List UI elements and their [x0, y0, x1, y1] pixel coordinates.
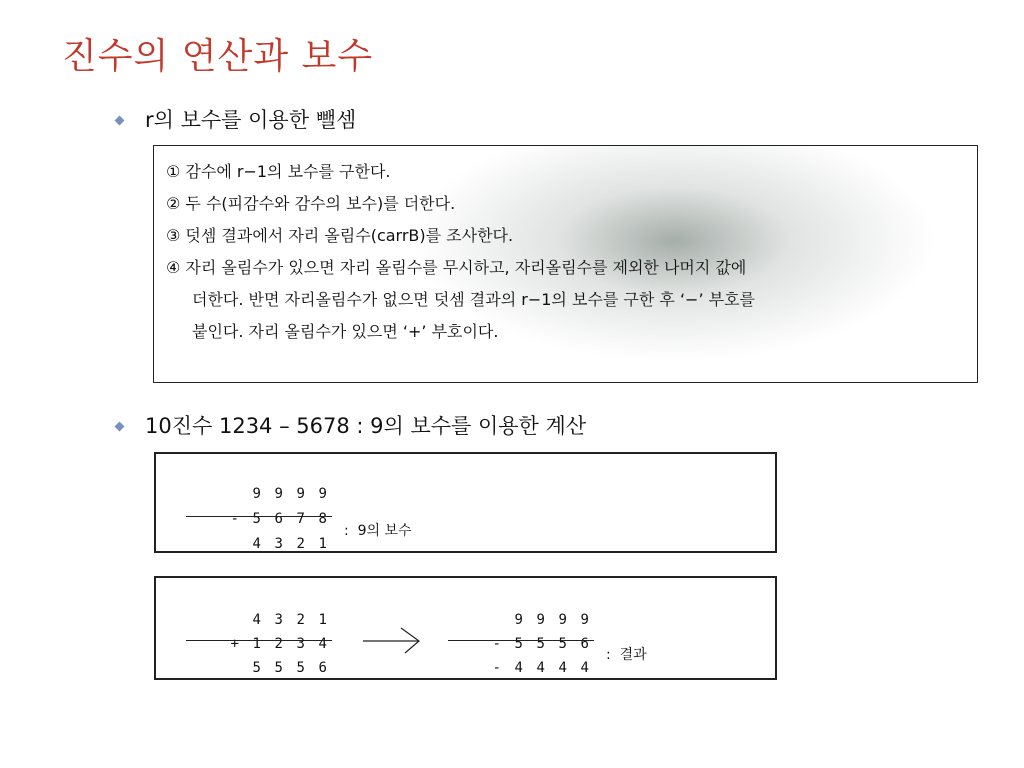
step-line: 더한다. 반면 자리올림수가 없으면 덧셈 결과의 r−1의 보수를 구한 후 ‘−’ 부호를	[192, 290, 755, 309]
calc-box-2	[154, 576, 777, 680]
calc-row: 9 9 9 9	[514, 612, 589, 628]
step-line: ④ 자리 올림수가 있으면 자리 올림수를 무시하고, 자리올림수를 제외한 나머지 값에	[166, 258, 747, 277]
step-line: ① 감수에 r−1의 보수를 구한다.	[166, 162, 391, 181]
calc-note: : 9의 보수	[344, 523, 412, 539]
diamond-bullet-icon	[115, 422, 125, 432]
step-line: ③ 덧셈 결과에서 자리 올림수(carrB)를 조사한다.	[166, 226, 514, 245]
calc-row: 4 3 2 1	[252, 612, 327, 628]
bullet-text: r의 보수를 이용한 뺄셈	[145, 108, 357, 132]
right-arrow-icon	[361, 624, 423, 654]
diamond-bullet-icon	[115, 116, 125, 126]
digits: 5 6 7 8	[252, 511, 327, 527]
calc-box-1	[154, 452, 777, 553]
bullet-item-1	[116, 104, 356, 134]
step-line: 붙인다. 자리 올림수가 있으면 ‘+’ 부호이다.	[192, 322, 499, 341]
bullet-text: 10진수 1234 – 5678 : 9의 보수를 이용한 계산	[145, 414, 587, 438]
bullet-item-2	[116, 410, 586, 440]
digits: 9 9 9 9	[252, 486, 327, 502]
sum-line	[448, 640, 594, 641]
calc-row: - 5 6 7 8	[190, 495, 334, 543]
calc-row: 5 5 5 6	[252, 660, 327, 676]
calc-row: + 1 2 3 4	[230, 636, 327, 652]
sum-line	[186, 640, 332, 641]
calc-row: - 4 4 4 4	[492, 660, 589, 676]
calc-row	[190, 520, 334, 568]
steps-box	[153, 145, 978, 383]
sum-line	[186, 516, 332, 517]
calc-row: - 5 5 5 6	[492, 636, 589, 652]
page-title: 진수의 연산과 보수	[62, 36, 374, 77]
step-line: ② 두 수(피감수와 감수의 보수)를 더한다.	[166, 194, 456, 213]
calc-note: : 결과	[606, 647, 647, 663]
digits: 4 3 2 1	[252, 536, 327, 552]
